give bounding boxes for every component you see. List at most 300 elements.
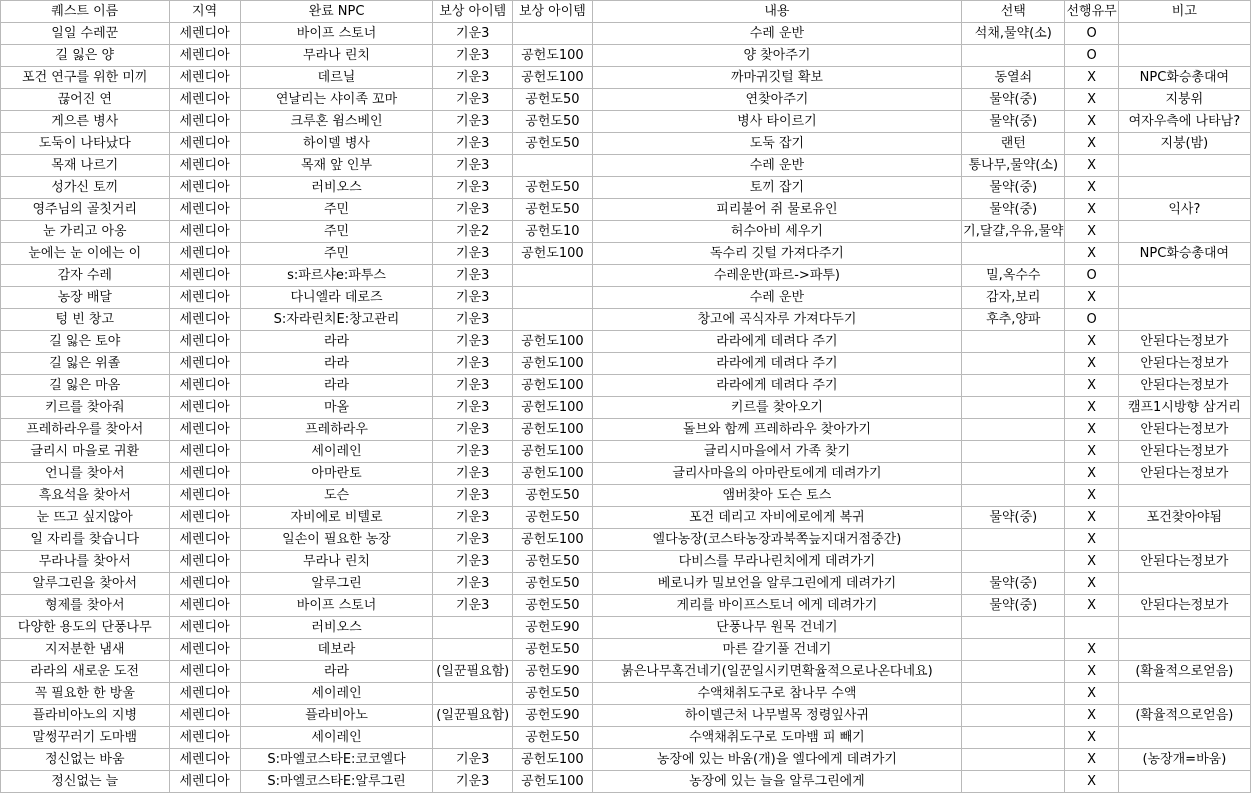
region-cell[interactable]: 세렌디아 [169, 89, 240, 111]
notes-cell[interactable]: 지붕(밤) [1118, 133, 1250, 155]
prerequisite-cell[interactable]: X [1065, 463, 1118, 485]
completion-npc-cell[interactable]: 바이프 스토너 [240, 595, 433, 617]
notes-cell[interactable]: 안된다는정보가 [1118, 419, 1250, 441]
content-cell[interactable]: 베로니카 밀보언을 알루그린에게 데려가기 [592, 573, 961, 595]
completion-npc-cell[interactable]: 라라 [240, 353, 433, 375]
notes-cell[interactable]: NPC화승총대여 [1118, 243, 1250, 265]
reward-item-1-cell[interactable]: 기운3 [433, 133, 513, 155]
choice-cell[interactable] [962, 463, 1065, 485]
quest-name-cell[interactable]: 글리시 마을로 귀환 [1, 441, 170, 463]
header-quest-name[interactable]: 퀘스트 이름 [1, 1, 170, 23]
quest-name-cell[interactable]: 목재 나르기 [1, 155, 170, 177]
completion-npc-cell[interactable]: 바이프 스토너 [240, 23, 433, 45]
prerequisite-cell[interactable]: X [1065, 353, 1118, 375]
content-cell[interactable]: 키르를 찾아오기 [592, 397, 961, 419]
quest-name-cell[interactable]: 길 잃은 마옴 [1, 375, 170, 397]
region-cell[interactable]: 세렌디아 [169, 507, 240, 529]
header-completion-npc[interactable]: 완료 NPC [240, 1, 433, 23]
reward-item-1-cell[interactable] [433, 639, 513, 661]
region-cell[interactable]: 세렌디아 [169, 287, 240, 309]
notes-cell[interactable] [1118, 771, 1250, 793]
reward-item-1-cell[interactable]: 기운3 [433, 529, 513, 551]
reward-item-2-cell[interactable]: 공헌도100 [513, 771, 593, 793]
quest-name-cell[interactable]: 포건 연구를 위한 미끼 [1, 67, 170, 89]
reward-item-2-cell[interactable]: 공헌도100 [513, 353, 593, 375]
content-cell[interactable]: 게리를 바이프스토너 에게 데려가기 [592, 595, 961, 617]
reward-item-1-cell[interactable]: 기운3 [433, 23, 513, 45]
notes-cell[interactable] [1118, 23, 1250, 45]
content-cell[interactable]: 수레 운반 [592, 287, 961, 309]
content-cell[interactable]: 까마귀깃털 확보 [592, 67, 961, 89]
completion-npc-cell[interactable]: 세이레인 [240, 441, 433, 463]
completion-npc-cell[interactable]: 세이레인 [240, 683, 433, 705]
notes-cell[interactable] [1118, 45, 1250, 67]
region-cell[interactable]: 세렌디아 [169, 529, 240, 551]
content-cell[interactable]: 수레 운반 [592, 155, 961, 177]
region-cell[interactable]: 세렌디아 [169, 309, 240, 331]
region-cell[interactable]: 세렌디아 [169, 485, 240, 507]
reward-item-1-cell[interactable] [433, 727, 513, 749]
quest-name-cell[interactable]: 눈에는 눈 이에는 이 [1, 243, 170, 265]
prerequisite-cell[interactable]: X [1065, 639, 1118, 661]
notes-cell[interactable] [1118, 177, 1250, 199]
completion-npc-cell[interactable]: 무라나 린치 [240, 45, 433, 67]
reward-item-2-cell[interactable]: 공헌도100 [513, 331, 593, 353]
completion-npc-cell[interactable]: 도슨 [240, 485, 433, 507]
reward-item-1-cell[interactable]: 기운3 [433, 771, 513, 793]
completion-npc-cell[interactable]: 주민 [240, 199, 433, 221]
content-cell[interactable]: 하이델근처 나무벌목 정령잎사귀 [592, 705, 961, 727]
reward-item-2-cell[interactable]: 공헌도50 [513, 595, 593, 617]
prerequisite-cell[interactable]: X [1065, 177, 1118, 199]
reward-item-1-cell[interactable]: 기운3 [433, 155, 513, 177]
notes-cell[interactable]: 익사? [1118, 199, 1250, 221]
quest-name-cell[interactable]: 지저분한 냄새 [1, 639, 170, 661]
completion-npc-cell[interactable]: 연날리는 샤이족 꼬마 [240, 89, 433, 111]
choice-cell[interactable] [962, 661, 1065, 683]
prerequisite-cell[interactable]: X [1065, 727, 1118, 749]
quest-name-cell[interactable]: 끊어진 연 [1, 89, 170, 111]
content-cell[interactable]: 창고에 곡식자루 가져다두기 [592, 309, 961, 331]
choice-cell[interactable]: 물약(중) [962, 199, 1065, 221]
notes-cell[interactable] [1118, 529, 1250, 551]
reward-item-1-cell[interactable]: 기운3 [433, 45, 513, 67]
region-cell[interactable]: 세렌디아 [169, 727, 240, 749]
completion-npc-cell[interactable]: 하이델 병사 [240, 133, 433, 155]
region-cell[interactable]: 세렌디아 [169, 573, 240, 595]
reward-item-2-cell[interactable]: 공헌도50 [513, 683, 593, 705]
choice-cell[interactable] [962, 375, 1065, 397]
completion-npc-cell[interactable]: 주민 [240, 243, 433, 265]
choice-cell[interactable]: 석채,물약(소) [962, 23, 1065, 45]
prerequisite-cell[interactable]: X [1065, 595, 1118, 617]
prerequisite-cell[interactable]: X [1065, 89, 1118, 111]
notes-cell[interactable]: 안된다는정보가 [1118, 353, 1250, 375]
notes-cell[interactable] [1118, 639, 1250, 661]
content-cell[interactable]: 라라에게 데려다 주기 [592, 331, 961, 353]
region-cell[interactable]: 세렌디아 [169, 639, 240, 661]
reward-item-1-cell[interactable]: 기운3 [433, 265, 513, 287]
completion-npc-cell[interactable]: 일손이 필요한 농장 [240, 529, 433, 551]
header-reward-item-1[interactable]: 보상 아이템 [433, 1, 513, 23]
completion-npc-cell[interactable]: 목재 앞 인부 [240, 155, 433, 177]
choice-cell[interactable] [962, 771, 1065, 793]
prerequisite-cell[interactable]: X [1065, 331, 1118, 353]
quest-name-cell[interactable]: 무라나를 찾아서 [1, 551, 170, 573]
reward-item-1-cell[interactable]: 기운3 [433, 551, 513, 573]
notes-cell[interactable]: 포건찾아야됨 [1118, 507, 1250, 529]
choice-cell[interactable] [962, 749, 1065, 771]
prerequisite-cell[interactable] [1065, 617, 1118, 639]
region-cell[interactable]: 세렌디아 [169, 551, 240, 573]
completion-npc-cell[interactable]: 주민 [240, 221, 433, 243]
choice-cell[interactable] [962, 441, 1065, 463]
completion-npc-cell[interactable]: 무라나 린치 [240, 551, 433, 573]
reward-item-2-cell[interactable]: 공헌도50 [513, 573, 593, 595]
quest-name-cell[interactable]: 말썽꾸러기 도마뱀 [1, 727, 170, 749]
prerequisite-cell[interactable]: X [1065, 67, 1118, 89]
quest-name-cell[interactable]: 일일 수레꾼 [1, 23, 170, 45]
notes-cell[interactable]: (농장개=바움) [1118, 749, 1250, 771]
notes-cell[interactable]: 안된다는정보가 [1118, 463, 1250, 485]
quest-name-cell[interactable]: 게으른 병사 [1, 111, 170, 133]
completion-npc-cell[interactable]: S:자라린치E:창고관리 [240, 309, 433, 331]
prerequisite-cell[interactable]: X [1065, 221, 1118, 243]
reward-item-2-cell[interactable]: 공헌도100 [513, 441, 593, 463]
region-cell[interactable]: 세렌디아 [169, 221, 240, 243]
choice-cell[interactable] [962, 331, 1065, 353]
quest-name-cell[interactable]: 영주님의 골칫거리 [1, 199, 170, 221]
choice-cell[interactable]: 동열쇠 [962, 67, 1065, 89]
reward-item-1-cell[interactable]: 기운3 [433, 749, 513, 771]
reward-item-2-cell[interactable] [513, 155, 593, 177]
reward-item-1-cell[interactable]: (일꾼필요함) [433, 705, 513, 727]
choice-cell[interactable]: 물약(중) [962, 89, 1065, 111]
notes-cell[interactable] [1118, 265, 1250, 287]
region-cell[interactable]: 세렌디아 [169, 617, 240, 639]
completion-npc-cell[interactable]: S:마엘코스타E:코코엘다 [240, 749, 433, 771]
content-cell[interactable]: 병사 타이르기 [592, 111, 961, 133]
region-cell[interactable]: 세렌디아 [169, 155, 240, 177]
quest-name-cell[interactable]: 플라비아노의 지병 [1, 705, 170, 727]
region-cell[interactable]: 세렌디아 [169, 45, 240, 67]
prerequisite-cell[interactable]: X [1065, 441, 1118, 463]
reward-item-2-cell[interactable]: 공헌도50 [513, 89, 593, 111]
region-cell[interactable]: 세렌디아 [169, 353, 240, 375]
choice-cell[interactable]: 후추,양파 [962, 309, 1065, 331]
reward-item-1-cell[interactable] [433, 683, 513, 705]
header-content[interactable]: 내용 [592, 1, 961, 23]
reward-item-2-cell[interactable]: 공헌도100 [513, 375, 593, 397]
notes-cell[interactable]: 안된다는정보가 [1118, 331, 1250, 353]
reward-item-1-cell[interactable]: 기운3 [433, 397, 513, 419]
quest-name-cell[interactable]: 감자 수레 [1, 265, 170, 287]
region-cell[interactable]: 세렌디아 [169, 331, 240, 353]
notes-cell[interactable]: 안된다는정보가 [1118, 375, 1250, 397]
content-cell[interactable]: 다비스를 무라나린치에게 데려가기 [592, 551, 961, 573]
choice-cell[interactable] [962, 639, 1065, 661]
reward-item-1-cell[interactable] [433, 617, 513, 639]
reward-item-1-cell[interactable]: 기운3 [433, 243, 513, 265]
reward-item-1-cell[interactable]: 기운3 [433, 353, 513, 375]
reward-item-1-cell[interactable]: 기운3 [433, 463, 513, 485]
content-cell[interactable]: 앰버찾아 도슨 토스 [592, 485, 961, 507]
header-choice[interactable]: 선택 [962, 1, 1065, 23]
region-cell[interactable]: 세렌디아 [169, 749, 240, 771]
notes-cell[interactable]: 지붕위 [1118, 89, 1250, 111]
prerequisite-cell[interactable]: X [1065, 749, 1118, 771]
notes-cell[interactable]: 여자우측에 나타남? [1118, 111, 1250, 133]
choice-cell[interactable]: 통나무,물약(소) [962, 155, 1065, 177]
content-cell[interactable]: 포건 데리고 자비에로에게 복귀 [592, 507, 961, 529]
content-cell[interactable]: 농장에 있는 바움(개)을 엘다에게 데려가기 [592, 749, 961, 771]
prerequisite-cell[interactable]: X [1065, 507, 1118, 529]
notes-cell[interactable]: 안된다는정보가 [1118, 441, 1250, 463]
content-cell[interactable]: 연찾아주기 [592, 89, 961, 111]
quest-name-cell[interactable]: 길 잃은 토야 [1, 331, 170, 353]
completion-npc-cell[interactable]: 러비오스 [240, 177, 433, 199]
reward-item-2-cell[interactable] [513, 265, 593, 287]
completion-npc-cell[interactable]: 데르닐 [240, 67, 433, 89]
completion-npc-cell[interactable]: 자비에로 비텔로 [240, 507, 433, 529]
quest-name-cell[interactable]: 알루그린을 찾아서 [1, 573, 170, 595]
reward-item-2-cell[interactable]: 공헌도50 [513, 177, 593, 199]
completion-npc-cell[interactable]: 크루혼 윔스베인 [240, 111, 433, 133]
region-cell[interactable]: 세렌디아 [169, 683, 240, 705]
choice-cell[interactable]: 밀,옥수수 [962, 265, 1065, 287]
prerequisite-cell[interactable]: X [1065, 485, 1118, 507]
reward-item-2-cell[interactable]: 공헌도50 [513, 727, 593, 749]
reward-item-2-cell[interactable]: 공헌도90 [513, 705, 593, 727]
content-cell[interactable]: 수레운반(파르->파투) [592, 265, 961, 287]
quest-name-cell[interactable]: 정신없는 바움 [1, 749, 170, 771]
reward-item-2-cell[interactable]: 공헌도90 [513, 661, 593, 683]
prerequisite-cell[interactable]: O [1065, 265, 1118, 287]
reward-item-2-cell[interactable]: 공헌도50 [513, 485, 593, 507]
region-cell[interactable]: 세렌디아 [169, 133, 240, 155]
completion-npc-cell[interactable]: 다니엘라 데로즈 [240, 287, 433, 309]
choice-cell[interactable] [962, 617, 1065, 639]
quest-name-cell[interactable]: 키르를 찾아줘 [1, 397, 170, 419]
content-cell[interactable]: 농장에 있는 늘을 알루그린에게 [592, 771, 961, 793]
region-cell[interactable]: 세렌디아 [169, 441, 240, 463]
choice-cell[interactable]: 물약(중) [962, 573, 1065, 595]
region-cell[interactable]: 세렌디아 [169, 265, 240, 287]
prerequisite-cell[interactable]: X [1065, 573, 1118, 595]
prerequisite-cell[interactable]: X [1065, 529, 1118, 551]
quest-name-cell[interactable]: 길 잃은 양 [1, 45, 170, 67]
quest-name-cell[interactable]: 눈 가리고 아옹 [1, 221, 170, 243]
region-cell[interactable]: 세렌디아 [169, 463, 240, 485]
prerequisite-cell[interactable]: X [1065, 551, 1118, 573]
completion-npc-cell[interactable]: 세이레인 [240, 727, 433, 749]
choice-cell[interactable] [962, 551, 1065, 573]
quest-name-cell[interactable]: 꼭 필요한 한 방울 [1, 683, 170, 705]
completion-npc-cell[interactable]: 프레하라우 [240, 419, 433, 441]
notes-cell[interactable] [1118, 221, 1250, 243]
header-notes[interactable]: 비고 [1118, 1, 1250, 23]
content-cell[interactable]: 수액채취도구로 도마뱀 피 빼기 [592, 727, 961, 749]
content-cell[interactable]: 독수리 깃털 가져다주기 [592, 243, 961, 265]
reward-item-2-cell[interactable]: 공헌도100 [513, 529, 593, 551]
reward-item-2-cell[interactable] [513, 287, 593, 309]
content-cell[interactable]: 토끼 잡기 [592, 177, 961, 199]
prerequisite-cell[interactable]: X [1065, 155, 1118, 177]
prerequisite-cell[interactable]: X [1065, 419, 1118, 441]
reward-item-1-cell[interactable]: 기운3 [433, 331, 513, 353]
completion-npc-cell[interactable]: 라라 [240, 661, 433, 683]
content-cell[interactable]: 도둑 잡기 [592, 133, 961, 155]
choice-cell[interactable]: 물약(중) [962, 507, 1065, 529]
region-cell[interactable]: 세렌디아 [169, 199, 240, 221]
notes-cell[interactable] [1118, 309, 1250, 331]
quest-name-cell[interactable]: 언니를 찾아서 [1, 463, 170, 485]
reward-item-1-cell[interactable]: 기운3 [433, 573, 513, 595]
choice-cell[interactable]: 랜턴 [962, 133, 1065, 155]
prerequisite-cell[interactable]: O [1065, 45, 1118, 67]
reward-item-2-cell[interactable]: 공헌도100 [513, 749, 593, 771]
choice-cell[interactable] [962, 45, 1065, 67]
region-cell[interactable]: 세렌디아 [169, 771, 240, 793]
content-cell[interactable]: 피리불어 쥐 물로유인 [592, 199, 961, 221]
content-cell[interactable]: 글리시마을에서 가족 찾기 [592, 441, 961, 463]
quest-name-cell[interactable]: 다양한 용도의 단풍나무 [1, 617, 170, 639]
prerequisite-cell[interactable]: X [1065, 661, 1118, 683]
reward-item-2-cell[interactable] [513, 309, 593, 331]
region-cell[interactable]: 세렌디아 [169, 705, 240, 727]
content-cell[interactable]: 돌브와 함께 프레하라우 찾아가기 [592, 419, 961, 441]
reward-item-2-cell[interactable]: 공헌도100 [513, 419, 593, 441]
content-cell[interactable]: 글리사마을의 아마란토에게 데려가기 [592, 463, 961, 485]
quest-name-cell[interactable]: 흑요석을 찾아서 [1, 485, 170, 507]
reward-item-2-cell[interactable]: 공헌도10 [513, 221, 593, 243]
region-cell[interactable]: 세렌디아 [169, 661, 240, 683]
reward-item-1-cell[interactable]: 기운3 [433, 595, 513, 617]
quest-name-cell[interactable]: 일 자리를 찾습니다 [1, 529, 170, 551]
quest-name-cell[interactable]: 프레하라우를 찾아서 [1, 419, 170, 441]
choice-cell[interactable] [962, 485, 1065, 507]
completion-npc-cell[interactable]: 라라 [240, 375, 433, 397]
quest-name-cell[interactable]: 정신없는 늘 [1, 771, 170, 793]
notes-cell[interactable] [1118, 155, 1250, 177]
reward-item-1-cell[interactable]: 기운3 [433, 287, 513, 309]
quest-name-cell[interactable]: 라라의 새로운 도전 [1, 661, 170, 683]
prerequisite-cell[interactable]: O [1065, 309, 1118, 331]
prerequisite-cell[interactable]: X [1065, 375, 1118, 397]
content-cell[interactable]: 라라에게 데려다 주기 [592, 353, 961, 375]
content-cell[interactable]: 수액채취도구로 참나무 수액 [592, 683, 961, 705]
completion-npc-cell[interactable]: 플라비아노 [240, 705, 433, 727]
reward-item-2-cell[interactable]: 공헌도100 [513, 397, 593, 419]
completion-npc-cell[interactable]: 아마란토 [240, 463, 433, 485]
notes-cell[interactable] [1118, 485, 1250, 507]
choice-cell[interactable]: 감자,보리 [962, 287, 1065, 309]
content-cell[interactable]: 허수아비 세우기 [592, 221, 961, 243]
prerequisite-cell[interactable]: X [1065, 771, 1118, 793]
notes-cell[interactable] [1118, 573, 1250, 595]
choice-cell[interactable] [962, 683, 1065, 705]
prerequisite-cell[interactable]: X [1065, 705, 1118, 727]
reward-item-1-cell[interactable]: 기운2 [433, 221, 513, 243]
quest-name-cell[interactable]: 성가신 토끼 [1, 177, 170, 199]
header-prerequisite[interactable]: 선행유무 [1065, 1, 1118, 23]
completion-npc-cell[interactable]: 러비오스 [240, 617, 433, 639]
notes-cell[interactable]: 안된다는정보가 [1118, 551, 1250, 573]
choice-cell[interactable]: 물약(중) [962, 177, 1065, 199]
reward-item-1-cell[interactable]: 기운3 [433, 485, 513, 507]
region-cell[interactable]: 세렌디아 [169, 177, 240, 199]
reward-item-2-cell[interactable]: 공헌도50 [513, 639, 593, 661]
prerequisite-cell[interactable]: X [1065, 133, 1118, 155]
prerequisite-cell[interactable]: X [1065, 287, 1118, 309]
prerequisite-cell[interactable]: O [1065, 23, 1118, 45]
quest-name-cell[interactable]: 농장 배달 [1, 287, 170, 309]
choice-cell[interactable] [962, 419, 1065, 441]
region-cell[interactable]: 세렌디아 [169, 595, 240, 617]
completion-npc-cell[interactable]: S:마엘코스타E:알루그린 [240, 771, 433, 793]
content-cell[interactable]: 엘다농장(코스타농장과북쪽늪지대거점중간) [592, 529, 961, 551]
region-cell[interactable]: 세렌디아 [169, 243, 240, 265]
reward-item-1-cell[interactable]: 기운3 [433, 177, 513, 199]
reward-item-2-cell[interactable]: 공헌도100 [513, 463, 593, 485]
choice-cell[interactable] [962, 353, 1065, 375]
completion-npc-cell[interactable]: 알루그린 [240, 573, 433, 595]
content-cell[interactable]: 마른 갈기풀 건네기 [592, 639, 961, 661]
reward-item-1-cell[interactable]: 기운3 [433, 507, 513, 529]
notes-cell[interactable]: (확율적으로얻음) [1118, 661, 1250, 683]
choice-cell[interactable] [962, 243, 1065, 265]
content-cell[interactable]: 붉은나무혹건네기(일꾼일시키면확율적으로나온다네요) [592, 661, 961, 683]
prerequisite-cell[interactable]: X [1065, 111, 1118, 133]
reward-item-1-cell[interactable]: 기운3 [433, 309, 513, 331]
reward-item-2-cell[interactable]: 공헌도50 [513, 111, 593, 133]
quest-name-cell[interactable]: 눈 뜨고 싶지않아 [1, 507, 170, 529]
reward-item-2-cell[interactable]: 공헌도50 [513, 199, 593, 221]
notes-cell[interactable]: NPC화승총대여 [1118, 67, 1250, 89]
content-cell[interactable]: 라라에게 데려다 주기 [592, 375, 961, 397]
region-cell[interactable]: 세렌디아 [169, 111, 240, 133]
region-cell[interactable]: 세렌디아 [169, 375, 240, 397]
region-cell[interactable]: 세렌디아 [169, 23, 240, 45]
reward-item-2-cell[interactable]: 공헌도100 [513, 45, 593, 67]
region-cell[interactable]: 세렌디아 [169, 67, 240, 89]
choice-cell[interactable] [962, 397, 1065, 419]
reward-item-1-cell[interactable]: 기운3 [433, 111, 513, 133]
reward-item-1-cell[interactable]: (일꾼필요함) [433, 661, 513, 683]
quest-name-cell[interactable]: 텅 빈 창고 [1, 309, 170, 331]
reward-item-1-cell[interactable]: 기운3 [433, 375, 513, 397]
prerequisite-cell[interactable]: X [1065, 397, 1118, 419]
quest-name-cell[interactable]: 도둑이 나타났다 [1, 133, 170, 155]
notes-cell[interactable] [1118, 727, 1250, 749]
reward-item-1-cell[interactable]: 기운3 [433, 441, 513, 463]
choice-cell[interactable]: 물약(중) [962, 111, 1065, 133]
reward-item-2-cell[interactable]: 공헌도50 [513, 133, 593, 155]
reward-item-2-cell[interactable]: 공헌도90 [513, 617, 593, 639]
choice-cell[interactable] [962, 529, 1065, 551]
reward-item-2-cell[interactable]: 공헌도50 [513, 551, 593, 573]
completion-npc-cell[interactable]: 마올 [240, 397, 433, 419]
notes-cell[interactable]: (확율적으로얻음) [1118, 705, 1250, 727]
reward-item-1-cell[interactable]: 기운3 [433, 419, 513, 441]
completion-npc-cell[interactable]: s:파르샤e:파투스 [240, 265, 433, 287]
content-cell[interactable]: 단풍나무 원목 건네기 [592, 617, 961, 639]
region-cell[interactable]: 세렌디아 [169, 419, 240, 441]
completion-npc-cell[interactable]: 라라 [240, 331, 433, 353]
header-reward-item-2[interactable]: 보상 아이템 [513, 1, 593, 23]
choice-cell[interactable] [962, 727, 1065, 749]
reward-item-2-cell[interactable] [513, 23, 593, 45]
